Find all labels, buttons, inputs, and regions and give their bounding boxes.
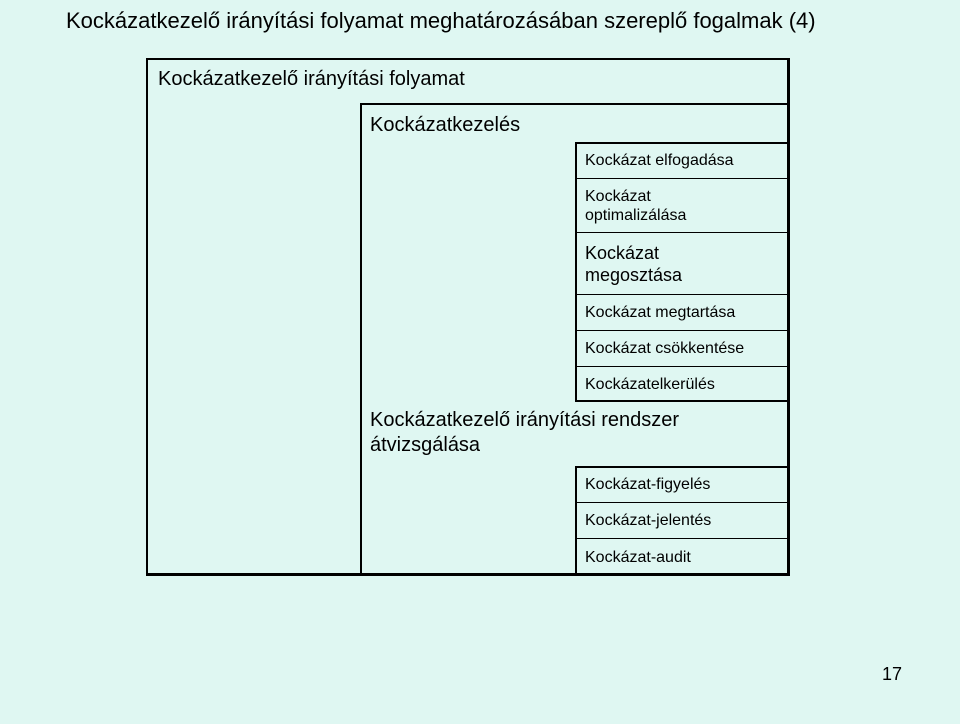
risk-management-label: Kockázatkezelés <box>370 114 521 136</box>
risk-treatment-list <box>575 143 789 401</box>
list-item-risk-acceptance: Kockázat elfogadása <box>575 143 789 179</box>
page-number: 17 <box>881 664 902 684</box>
system-review-list <box>575 467 789 575</box>
outer-header-divider <box>360 103 789 105</box>
outer-process-label: Kockázatkezelő irányítási folyamat <box>158 68 465 90</box>
list-item-risk-audit: Kockázat-audit <box>585 548 691 566</box>
list-item-risk-optimization: Kockázat optimalizálása <box>575 179 789 233</box>
inner-box-left-border <box>360 103 362 575</box>
list-item-risk-reduction: Kockázat csökkentése <box>575 331 789 367</box>
list-item-risk-retention: Kockázat megtartása <box>575 295 789 331</box>
list-item-risk-sharing: Kockázat megosztása <box>575 233 789 295</box>
risk-management-bottom-divider <box>575 400 789 402</box>
list-item-risk-avoidance: Kockázatelkerülés <box>585 375 715 393</box>
system-review-label: Kockázatkezelő irányítási rendszer átvizsgálása <box>370 409 680 456</box>
list-item-risk-monitoring: Kockázat-figyelés <box>575 467 789 503</box>
slide-title: Kockázatkezelő irányítási folyamat meghatározásában szereplő fogalmak (4) <box>66 8 816 33</box>
review-right-border <box>787 400 789 468</box>
list-item-risk-reporting: Kockázat-jelentés <box>575 503 789 539</box>
